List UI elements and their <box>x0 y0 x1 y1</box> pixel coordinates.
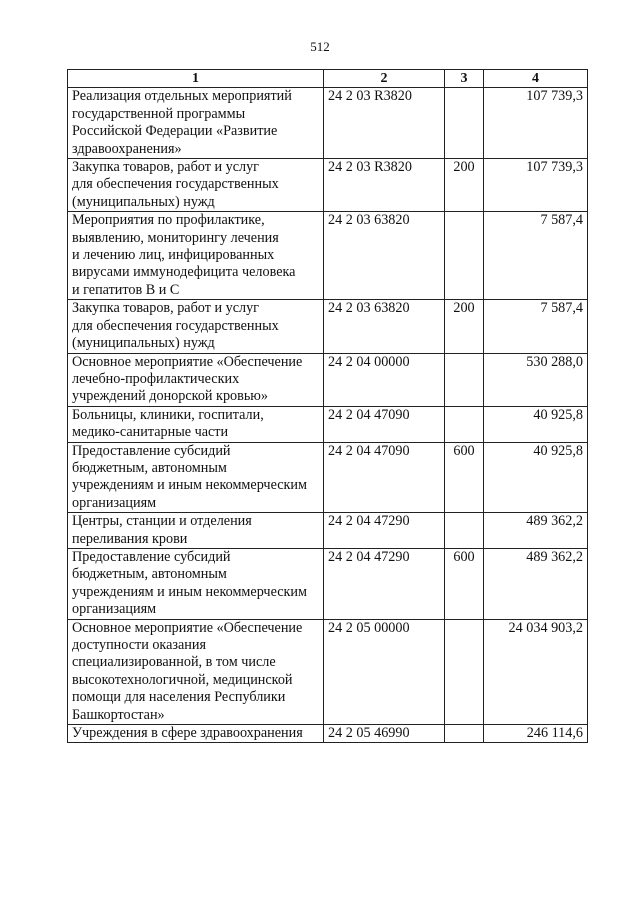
row-name-line: помощи для населения Республики <box>72 689 286 706</box>
row-name-line: организациям <box>72 601 157 618</box>
row-name-line: лечебно-профилактических <box>72 370 240 387</box>
table-row <box>68 88 588 159</box>
row-amount-cell: 40 925,8 <box>484 442 588 513</box>
table-row <box>68 212 588 300</box>
row-type-cell <box>445 212 484 300</box>
table-row <box>68 619 588 724</box>
row-name-line: Центры, станции и отделения <box>72 513 252 530</box>
row-amount-cell: 7 587,4 <box>484 300 588 353</box>
row-type-cell <box>445 88 484 159</box>
table-header-row <box>68 70 588 88</box>
row-name-line: Российской Федерации «Развитие <box>72 123 278 140</box>
row-name-cell <box>68 88 324 159</box>
row-type-cell: 200 <box>445 300 484 353</box>
row-amount-cell: 7 587,4 <box>484 212 588 300</box>
page-number: 512 <box>310 39 330 54</box>
row-name-line: и гепатитов В и С <box>72 281 180 298</box>
row-type-cell: 600 <box>445 442 484 513</box>
row-name-cell <box>68 212 324 300</box>
row-name-line: Больницы, клиники, госпитали, <box>72 406 264 423</box>
table-row <box>68 725 588 743</box>
table-row <box>68 513 588 549</box>
column-header-type: 3 <box>445 70 484 88</box>
row-name-line: медико-санитарные части <box>72 424 229 441</box>
row-name-line: высокотехнологичной, медицинской <box>72 671 293 688</box>
row-code-cell: 24 2 03 R3820 <box>324 159 445 212</box>
row-amount-cell: 107 739,3 <box>484 159 588 212</box>
row-name-line: Закупка товаров, работ и услуг <box>72 159 259 176</box>
row-code-cell: 24 2 03 63820 <box>324 212 445 300</box>
row-name-line: вирусами иммунодефицита человека <box>72 264 296 281</box>
row-type-cell <box>445 725 484 743</box>
row-code-cell: 24 2 03 63820 <box>324 300 445 353</box>
row-type-cell: 200 <box>445 159 484 212</box>
row-name-line: учреждениям и иным некоммерческим <box>72 583 307 600</box>
row-name-line: (муниципальных) нужд <box>72 335 215 352</box>
row-name-line: Башкортостан» <box>72 706 165 723</box>
row-name-line: для обеспечения государственных <box>72 317 279 334</box>
row-name-cell <box>68 353 324 406</box>
row-code-cell: 24 2 04 47290 <box>324 513 445 549</box>
row-name-line: и лечению лиц, инфицированных <box>72 247 275 264</box>
row-name-line: (муниципальных) нужд <box>72 193 215 210</box>
row-amount-cell: 24 034 903,2 <box>484 619 588 724</box>
row-name-line: выявлению, мониторингу лечения <box>72 229 279 246</box>
column-header-code: 2 <box>324 70 445 88</box>
row-name-line: для обеспечения государственных <box>72 176 279 193</box>
budget-table <box>67 69 588 743</box>
table-row <box>68 442 588 513</box>
row-name-line: доступности оказания <box>72 637 207 653</box>
row-type-cell <box>445 513 484 549</box>
row-name-cell <box>68 725 324 743</box>
row-name-line: Учреждения в сфере здравоохранения <box>72 725 303 742</box>
row-name-line: Реализация отдельных мероприятий <box>72 88 292 105</box>
row-amount-cell: 489 362,2 <box>484 513 588 549</box>
row-code-cell: 24 2 04 00000 <box>324 353 445 406</box>
row-name-line: Основное мероприятие «Обеспечение <box>72 353 303 370</box>
row-name-line: бюджетным, автономным <box>72 459 227 476</box>
row-name-line: здравоохранения» <box>72 140 182 157</box>
column-header-name: 1 <box>68 70 324 88</box>
row-name-line: Закупка товаров, работ и услуг <box>72 300 259 317</box>
row-amount-cell: 107 739,3 <box>484 88 588 159</box>
row-type-cell: 600 <box>445 548 484 619</box>
row-code-cell: 24 2 04 47090 <box>324 442 445 513</box>
row-name-cell <box>68 159 324 212</box>
table-row <box>68 159 588 212</box>
row-name-cell <box>68 406 324 442</box>
table-row <box>68 406 588 442</box>
row-name-line: организациям <box>72 494 157 511</box>
row-name-cell <box>68 548 324 619</box>
row-name-line: Мероприятия по профилактике, <box>72 212 265 229</box>
row-amount-cell: 246 114,6 <box>484 725 588 743</box>
table-row <box>68 353 588 406</box>
row-name-line: специализированной, в том числе <box>72 654 276 671</box>
row-code-cell: 24 2 04 47090 <box>324 406 445 442</box>
row-name-line: учреждений донорской кровью» <box>72 388 268 405</box>
row-name-line: бюджетным, автономным <box>72 566 227 583</box>
row-name-cell <box>68 300 324 353</box>
row-name-line: Основное мероприятие «Обеспечение <box>72 619 303 636</box>
row-name-line: Предоставление субсидий <box>72 442 231 459</box>
row-name-line: переливания крови <box>72 530 188 547</box>
row-amount-cell: 530 288,0 <box>484 353 588 406</box>
column-header-amount: 4 <box>484 70 588 88</box>
row-code-cell: 24 2 03 R3820 <box>324 88 445 159</box>
row-type-cell <box>445 619 484 724</box>
row-amount-cell: 489 362,2 <box>484 548 588 619</box>
row-name-line: Предоставление субсидий <box>72 548 231 565</box>
table-row <box>68 548 588 619</box>
row-code-cell: 24 2 04 47290 <box>324 548 445 619</box>
row-name-cell <box>68 619 324 724</box>
row-name-cell <box>68 442 324 513</box>
table-row <box>68 300 588 353</box>
row-type-cell <box>445 353 484 406</box>
row-name-line: государственной программы <box>72 105 246 122</box>
row-code-cell: 24 2 05 46990 <box>324 725 445 743</box>
row-name-cell <box>68 513 324 549</box>
row-name-line: учреждениям и иным некоммерческим <box>72 477 307 494</box>
row-code-cell: 24 2 05 00000 <box>324 619 445 724</box>
row-amount-cell: 40 925,8 <box>484 406 588 442</box>
row-type-cell <box>445 406 484 442</box>
